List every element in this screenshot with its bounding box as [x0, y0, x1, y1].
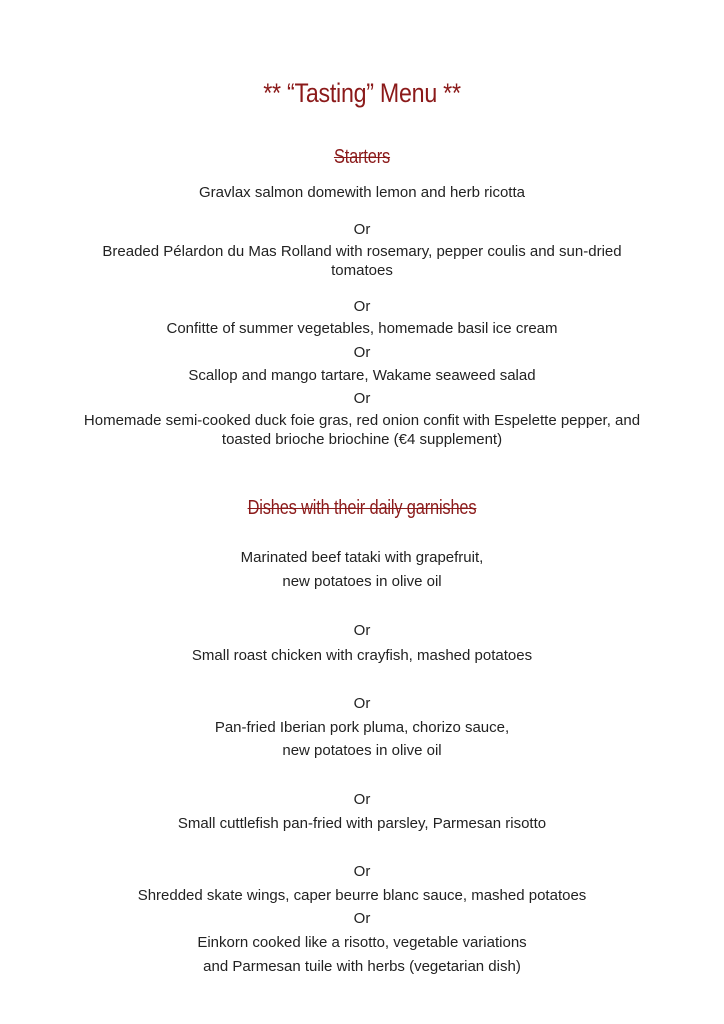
dish-line: Small cuttlefish pan-fried with parsley, Parmesan risotto — [177, 815, 547, 832]
separator-or: Or — [353, 344, 371, 361]
dish-line: new potatoes in olive oil — [282, 573, 442, 590]
starter-line: toasted brioche briochine (€4 supplement) — [221, 431, 503, 448]
separator-or: Or — [353, 390, 371, 407]
dish-line: Pan-fried Iberian pork pluma, chorizo sauce, — [214, 719, 510, 736]
starter-line: Scallop and mango tartare, Wakame seaweed salad — [188, 367, 536, 384]
starters-heading: Starters — [333, 146, 391, 168]
separator-or: Or — [353, 622, 371, 639]
dish-line: Einkorn cooked like a risotto, vegetable variations — [197, 934, 527, 951]
separator-or: Or — [353, 695, 371, 712]
separator-or: Or — [353, 298, 371, 315]
starter-line: Breaded Pélardon du Mas Rolland with rosemary, pepper coulis and sun-dried — [102, 243, 622, 260]
separator-or: Or — [353, 791, 371, 808]
dishes-heading: Dishes with their daily garnishes — [247, 497, 477, 519]
menu-title: ** “Tasting” Menu ** — [263, 78, 461, 108]
separator-or: Or — [353, 863, 371, 880]
starter-line: Confitte of summer vegetables, homemade basil ice cream — [166, 320, 558, 337]
separator-or: Or — [353, 910, 371, 927]
starter-line: Homemade semi-cooked duck foie gras, red onion confit with Espelette pepper, and — [83, 412, 641, 429]
dish-line: and Parmesan tuile with herbs (vegetarian dish) — [203, 958, 521, 975]
starter-line: tomatoes — [331, 262, 393, 279]
dish-line: new potatoes in olive oil — [282, 742, 442, 759]
dish-line: Shredded skate wings, caper beurre blanc sauce, mashed potatoes — [137, 887, 587, 904]
dish-line: Small roast chicken with crayfish, mashed potatoes — [191, 647, 533, 664]
dish-line: Marinated beef tataki with grapefruit, — [240, 549, 484, 566]
starter-line: Gravlax salmon domewith lemon and herb ricotta — [199, 184, 525, 201]
separator-or: Or — [353, 221, 371, 238]
